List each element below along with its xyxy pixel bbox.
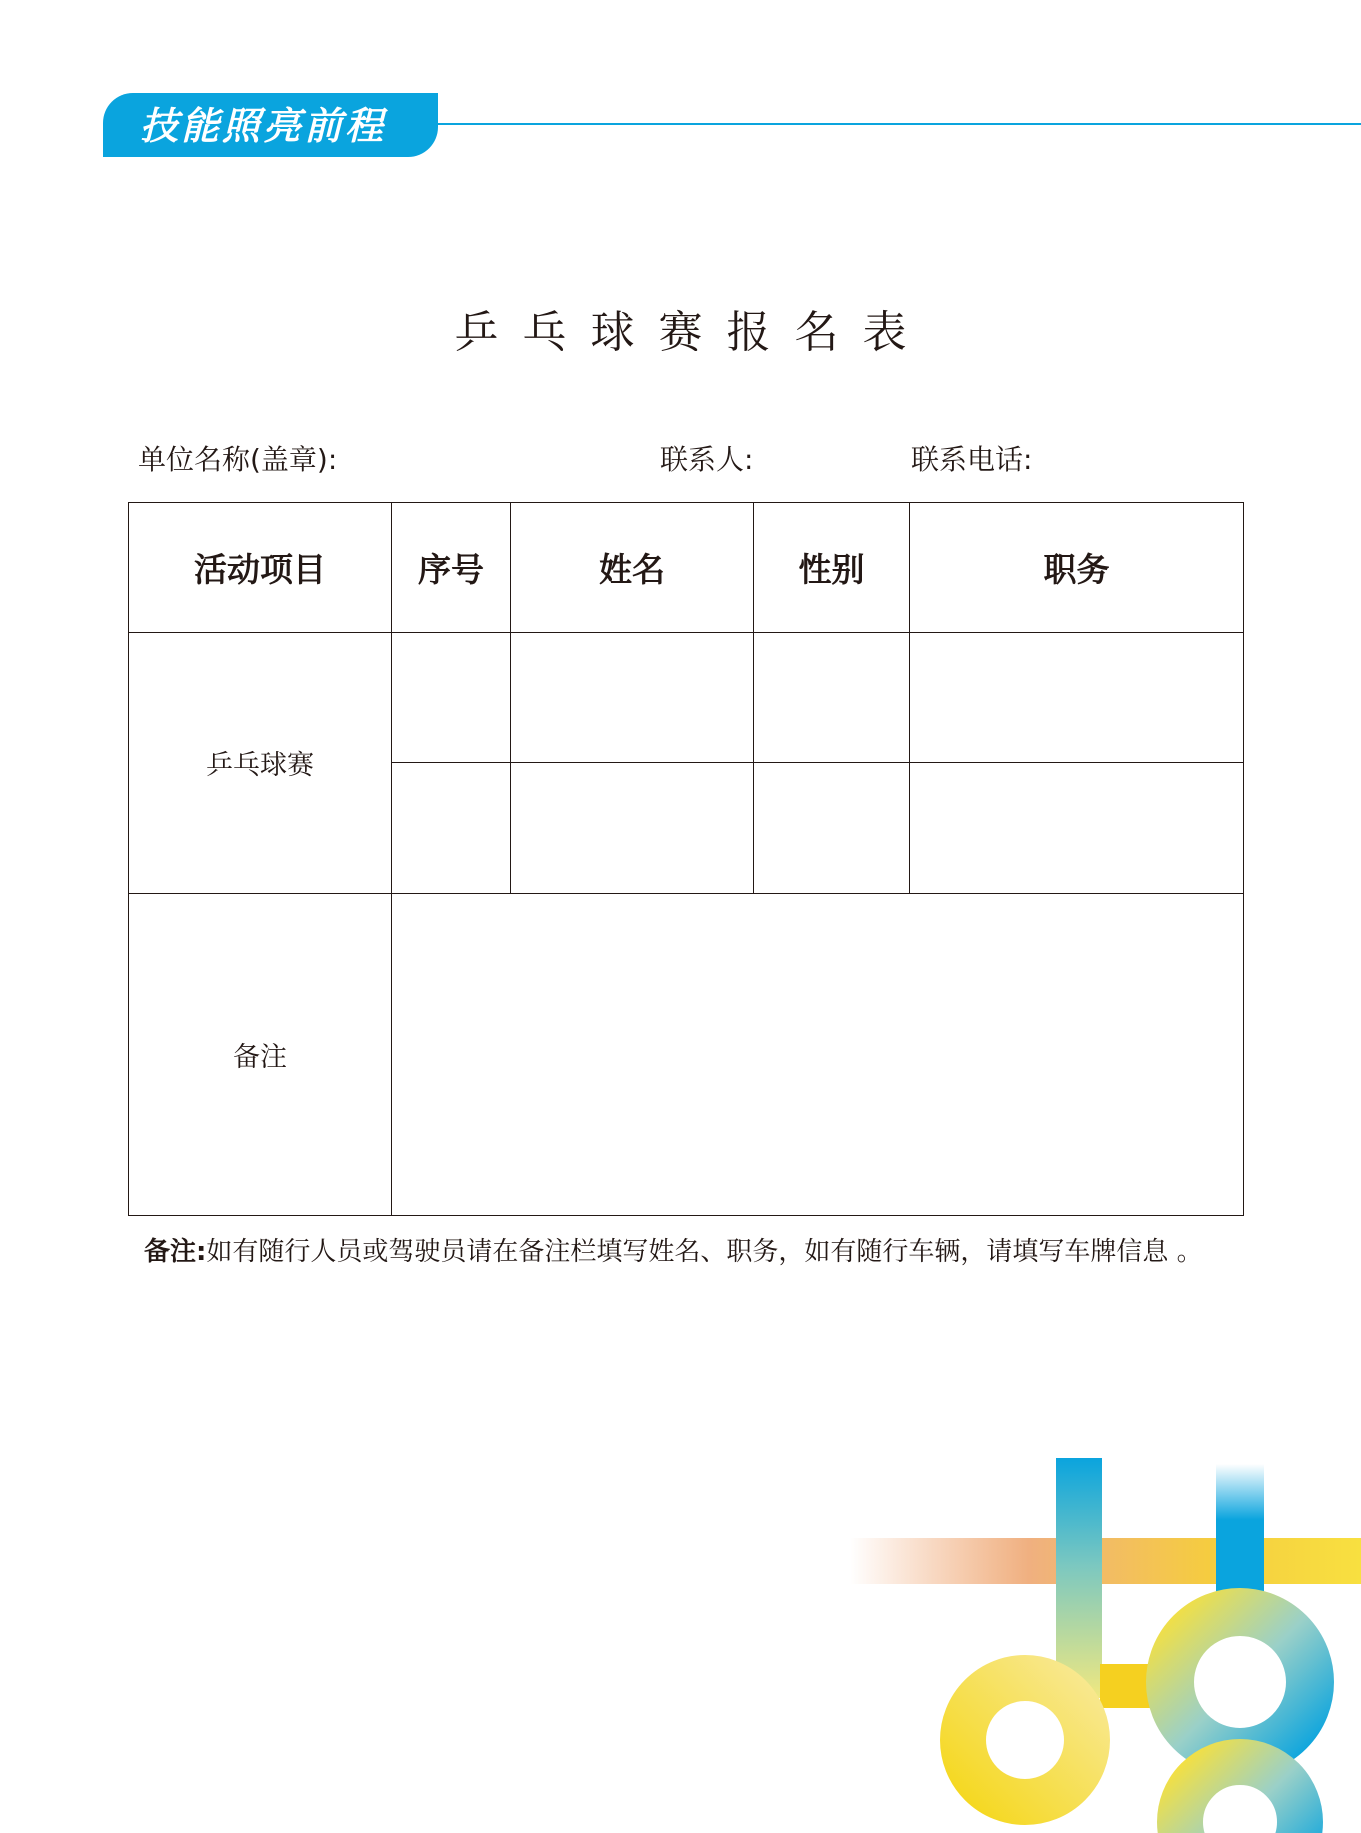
- decorative-logo-graphic: [850, 1450, 1361, 1833]
- form-title: 乒乓球赛报名表: [454, 307, 931, 358]
- header-gender: 性别: [754, 503, 910, 633]
- header-position: 职务: [910, 503, 1244, 633]
- lower-ring-shape: [1180, 1762, 1300, 1833]
- serial-cell[interactable]: [392, 763, 511, 893]
- activity-cell: 乒乓球赛: [129, 633, 392, 893]
- brand-title: 技能照亮前程: [140, 103, 387, 148]
- contact-phone-label: 联系电话:: [911, 443, 1033, 476]
- position-cell[interactable]: [910, 633, 1244, 763]
- position-cell[interactable]: [910, 763, 1244, 893]
- table-row: [129, 633, 1244, 763]
- horizontal-bar-shape: [850, 1538, 1361, 1584]
- serial-cell[interactable]: [392, 633, 511, 763]
- registration-table: [128, 502, 1244, 1216]
- right-ring-shape: [1170, 1612, 1310, 1752]
- header-serial: 序号: [392, 503, 511, 633]
- gender-cell[interactable]: [754, 633, 910, 763]
- left-vertical-bar-shape: [1056, 1458, 1102, 1698]
- remark-row: [129, 893, 1244, 1215]
- table-header-row: [129, 503, 1244, 633]
- left-ring-shape: [963, 1678, 1087, 1802]
- unit-name-label: 单位名称(盖章):: [138, 443, 338, 476]
- contact-person-label: 联系人:: [660, 443, 754, 476]
- header-rule: [438, 123, 1361, 125]
- name-cell[interactable]: [511, 763, 754, 893]
- header-activity: 活动项目: [129, 503, 392, 633]
- remark-input-cell[interactable]: [392, 893, 1244, 1215]
- remark-label-cell: 备注: [129, 893, 392, 1215]
- footnote: [144, 1232, 1203, 1272]
- footnote-text: 如有随行人员或驾驶员请在备注栏填写姓名、职务，如有随行车辆，请填写车牌信息 。: [206, 1237, 1203, 1267]
- header-name: 姓名: [511, 503, 754, 633]
- name-cell[interactable]: [511, 633, 754, 763]
- right-vertical-bar-shape: [1216, 1464, 1264, 1604]
- footnote-label: 备注:: [144, 1237, 207, 1267]
- gender-cell[interactable]: [754, 763, 910, 893]
